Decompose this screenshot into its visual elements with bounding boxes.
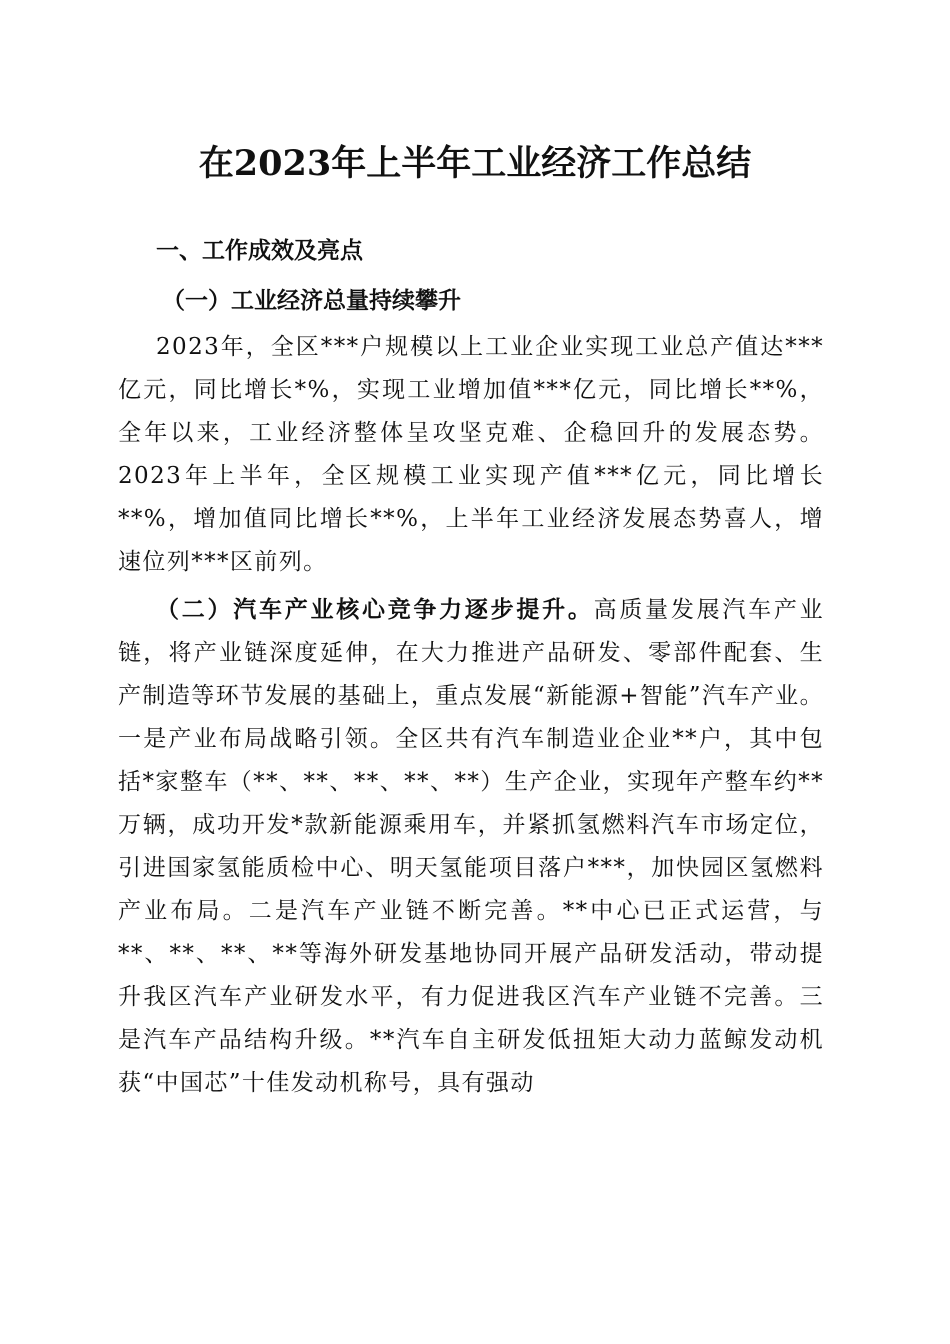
paragraph-auto-industry	[118, 588, 824, 1105]
paragraph-lead: （二）汽车产业核心竞争力逐步提升。	[156, 596, 594, 623]
paragraph-output-growth: 2023年，全区***户规模以上工业企业实现工业总产值达***亿元，同比增长*%，实现工业增加值***亿元，同比增长**%，全年以来，工业经济整体呈攻坚克难、企稳回升的发展态势。2023年上半年，全区规模工业实现产值***亿元，同比增长**%，增加值同比增长**%，上半年工业经济发展态势喜人，增速位列***区前列。	[118, 334, 824, 575]
subsection-heading: （一）工业经济总量持续攀升	[162, 287, 461, 314]
document-body	[118, 226, 824, 1105]
paragraph-text: 高质量发展汽车产业链，将产业链深度延伸，在大力推进产品研发、零部件配套、生产制造等环节发展的基础上，重点发展“新能源+智能”汽车产业。一是产业布局战略引领。全区共有汽车制造业企业**户，其中包括*家整车（**、**、**、**、**）生产企业，实现年产整车约**万辆，成功开发*款新能源乘用车，并紧抓氢燃料汽车市场定位，引进国家氢能质检中心、明天氢能项目落户***，加快园区氢燃料产业布局。二是汽车产业链不断完善。**中心已正式运营，与**、**、**、**等海外研发基地协同开展产品研发活动，带动提升我区汽车产业研发水平，有力促进我区汽车产业链不完善。三是汽车产品结构升级。**汽车自主研发低扭矩大动力蓝鲸发动机获“中国芯”十佳发动机称号，具有强动	[118, 597, 824, 1096]
document-title: 在2023年上半年工业经济工作总结	[198, 143, 752, 184]
section-heading: 一、工作成效及亮点	[156, 238, 363, 264]
